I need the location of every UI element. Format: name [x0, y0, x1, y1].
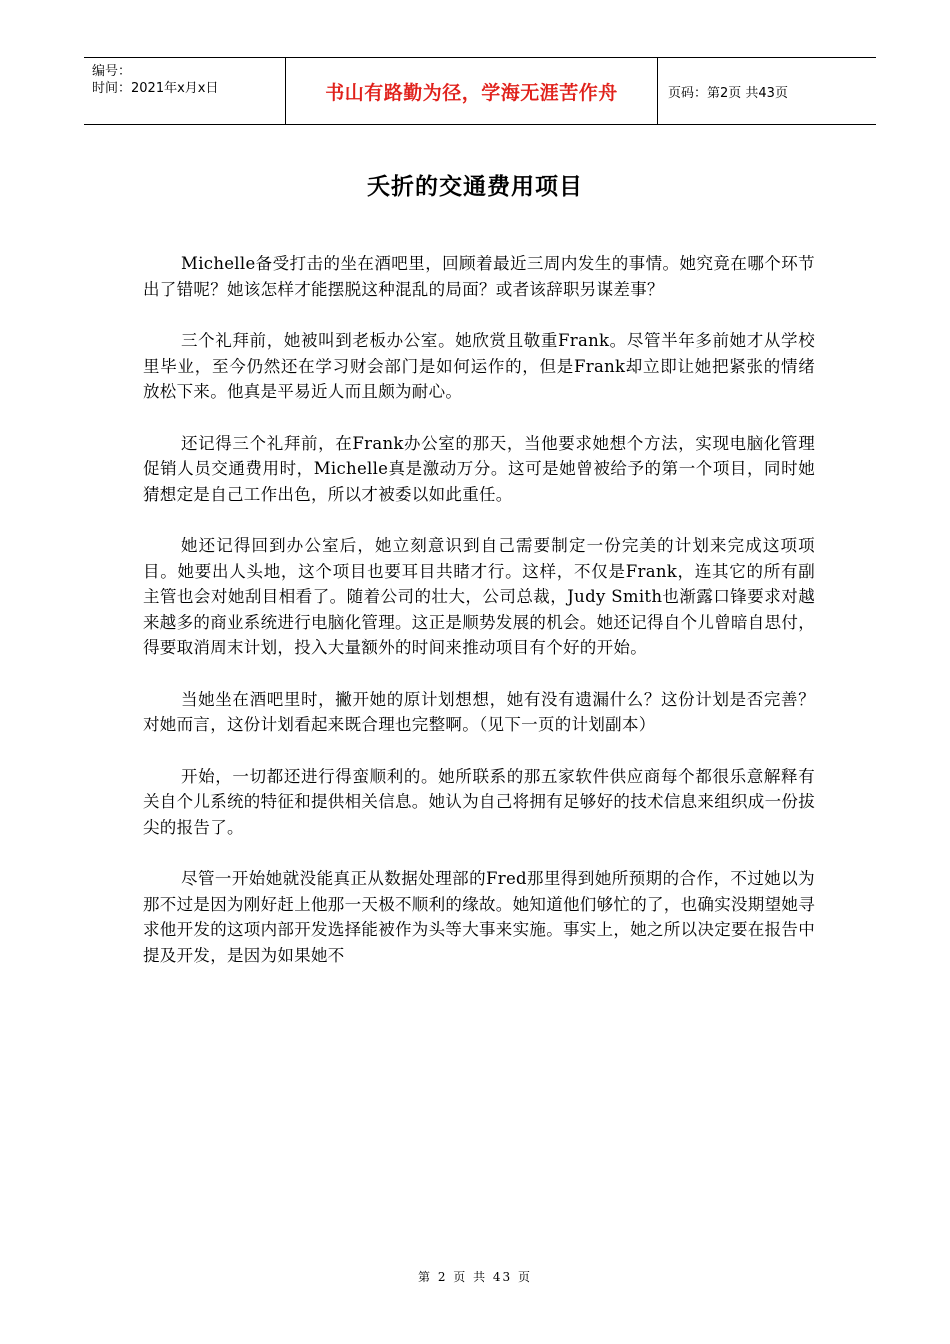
document-body [143, 251, 815, 994]
page-footer-number: 第 2 页 共 43 页 [418, 1270, 532, 1284]
paragraph-3: 还记得三个礼拜前，在Frank办公室的那天，当他要求她想个方法，实现电脑化管理促销人员交通费用时，Michelle真是激动万分。这可是她曾被给予的第一个项目，同时她猜想定是自己工作出色，所以才被委以如此重任。 [143, 433, 815, 504]
page-header [84, 57, 876, 125]
document-title: 夭折的交通费用项目 [367, 174, 583, 200]
header-motto: 书山有路勤为径，学海无涯苦作舟 [286, 58, 658, 124]
header-page-info: 页码：第2页 共43页 [668, 85, 788, 101]
paragraph-1: Michelle备受打击的坐在酒吧里，回顾着最近三周内发生的事情。她究竟在哪个环节出了错呢？她该怎样才能摆脱这种混乱的局面？或者该辞职另谋差事？ [143, 254, 815, 299]
header-meta [84, 58, 286, 124]
paragraph-6: 开始，一切都还进行得蛮顺利的。她所联系的那五家软件供应商每个都很乐意解释有关自个儿系统的特征和提供相关信息。她认为自己将拥有足够好的技术信息来组织成一份拔尖的报告了。 [143, 766, 815, 837]
document-time-label: 时间：2021年x月x日 [92, 81, 219, 96]
paragraph-2: 三个礼拜前，她被叫到老板办公室。她欣赏且敬重Frank。尽管半年多前她才从学校里毕业，至今仍然还在学习财会部门是如何运作的，但是Frank却立即让她把紧张的情绪放松下来。他真是平易近人而且颇为耐心。 [143, 331, 815, 401]
paragraph-5: 当她坐在酒吧里时，撇开她的原计划想想，她有没有遗漏什么？这份计划是否完善？对她而言，这份计划看起来既合理也完整啊。（见下一页的计划副本） [143, 689, 815, 734]
paragraph-4: 她还记得回到办公室后，她立刻意识到自己需要制定一份完美的计划来完成这项项目。她要出人头地，这个项目也要耳目共睹才行。这样，不仅是Frank，连其它的所有副主管也会对她刮目相看了。随着公司的壮大，公司总裁，Judy Smith也渐露口锋要求对越来越多的商业系统进行电脑化管理。这正是顺势发展的机会。她还记得自个儿曾暗自思付，得要取消周末计划，投入大量额外的时间来推动项目有个好的开始。 [143, 536, 815, 657]
document-number-label: 编号： [92, 64, 132, 79]
paragraph-7: 尽管一开始她就没能真正从数据处理部的Fred那里得到她所预期的合作，不过她以为那不过是因为刚好赶上他那一天极不顺利的缘故。她知道他们够忙的了，也确实没期望她寻求他开发的这项内部开发选择能被作为头等大事来实施。事实上，她之所以决定要在报告中提及开发，是因为如果她不 [143, 869, 815, 965]
